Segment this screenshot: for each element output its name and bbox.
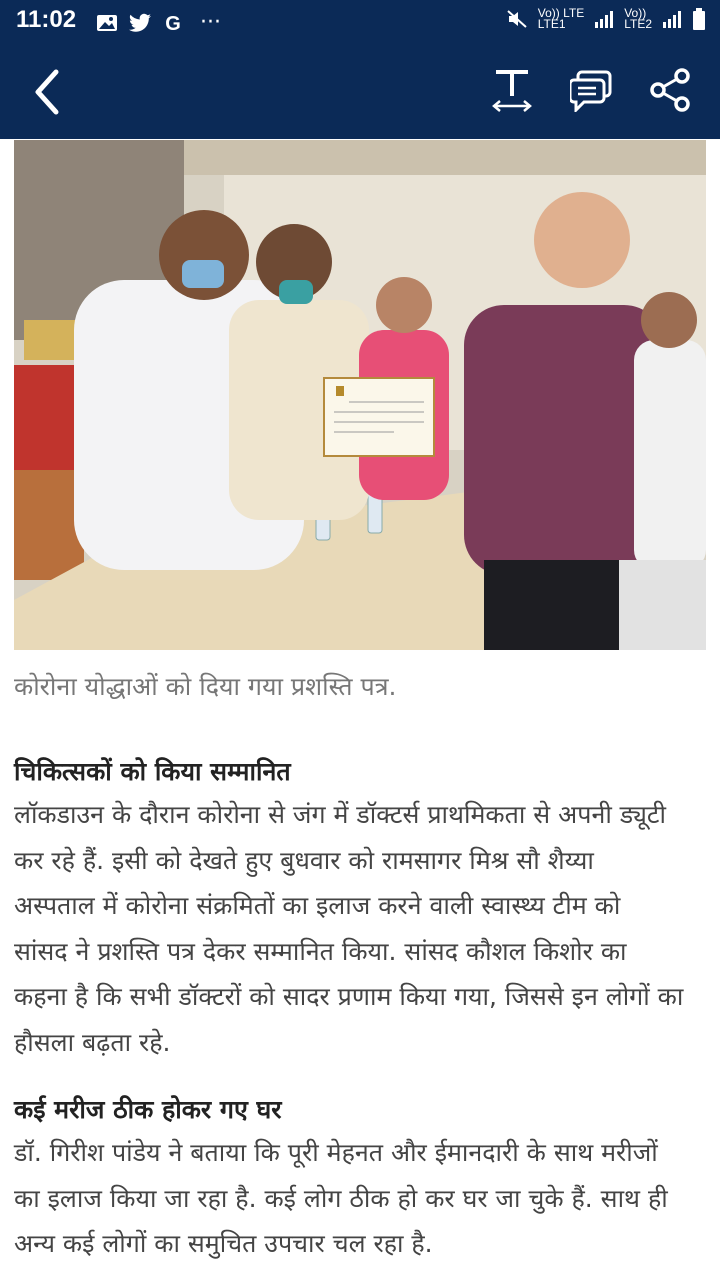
more-notifications: ··· [200, 10, 221, 35]
comment-icon[interactable] [570, 70, 614, 112]
paragraph-line: का इलाज किया जा रहा है. कई लोग ठीक हो कर घर जा चुके हैं. साथ ही [14, 1183, 668, 1213]
sim1-label: Vo)) LTE LTE1 [537, 6, 585, 31]
section-heading: चिकित्सकों को किया सम्मानित [14, 757, 291, 786]
status-bar [0, 0, 720, 44]
section-paragraph [14, 1130, 714, 1267]
share-icon[interactable] [650, 68, 692, 112]
back-arrow-icon[interactable] [30, 68, 64, 116]
gallery-icon [96, 13, 118, 33]
google-icon [162, 12, 184, 34]
photo-caption: कोरोना योद्धाओं को दिया गया प्रशस्ति पत्र. [14, 672, 397, 701]
paragraph-line: हौसला बढ़ता रहे. [14, 1027, 171, 1057]
signal-icon [662, 10, 682, 28]
section-heading: कई मरीज ठीक होकर गए घर [14, 1095, 282, 1124]
paragraph-line: कहना है कि सभी डॉक्टरों को सादर प्रणाम किया गया, जिससे इन लोगों का [14, 982, 684, 1011]
status-time: 11:02 [16, 6, 77, 33]
sim2-label: Vo)) LTE2 [624, 6, 652, 31]
twitter-icon [128, 13, 152, 33]
photo-illustration [14, 140, 706, 650]
paragraph-line: अस्पताल में कोरोना संक्रमितों का इलाज करने वाली स्वास्थ्य टीम को [14, 891, 621, 920]
signal-icon [594, 10, 614, 28]
paragraph-line: सांसद ने प्रशस्ति पत्र देकर सम्मानित किया. सांसद कौशल किशोर का [14, 936, 627, 966]
notification-icons [96, 10, 221, 35]
article-photo [14, 140, 706, 650]
paragraph-line: डॉ. गिरीश पांडेय ने बताया कि पूरी मेहनत और ईमानदारी के साथ मरीजों [14, 1138, 658, 1167]
article-toolbar [0, 44, 720, 139]
section-paragraph [14, 792, 714, 1065]
paragraph-line: अन्य कई लोगों का समुचित उपचार चल रहा है. [14, 1229, 433, 1258]
paragraph-line: लॉकडाउन के दौरान कोरोना से जंग में डॉक्टर्स प्राथमिकता से अपनी ड्यूटी [14, 800, 666, 829]
mute-icon [506, 8, 528, 30]
text-size-icon[interactable] [490, 66, 534, 114]
svg-text:G: G [165, 12, 181, 34]
system-icons [506, 8, 706, 30]
paragraph-line: कर रहे हैं. इसी को देखते हुए बुधवार को रामसागर मिश्र सौ शैय्या [14, 845, 594, 875]
battery-icon [692, 8, 706, 30]
